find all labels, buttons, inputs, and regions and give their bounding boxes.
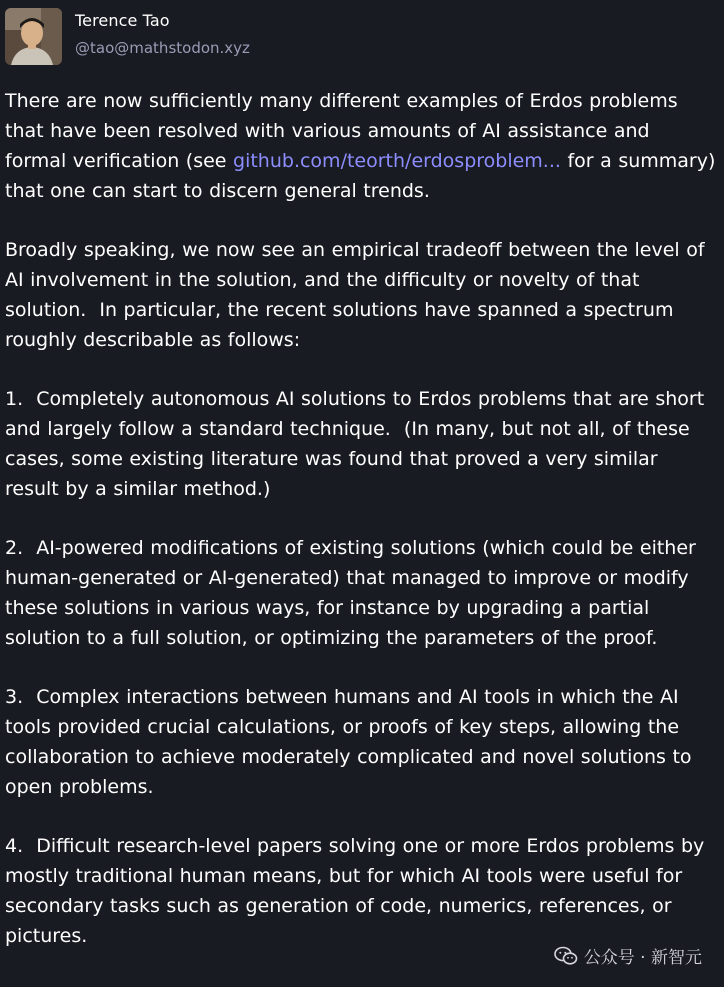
author-display-name[interactable]: Terence Tao — [75, 11, 170, 30]
watermark — [554, 943, 702, 968]
post-paragraph-6: 4. Difficult research-level papers solving one or more Erdos problems by mostly traditional human means, but for which AI tools were useful for secondary tasks such as generation of code, numerics, references, or pictures. — [5, 835, 711, 947]
post-body — [5, 86, 722, 980]
p1-text-before: There are now sufficiently many different examples of Erdos problems that have been resolved with various amounts of AI assistance and formal verification (see — [5, 90, 685, 172]
author-handle[interactable]: @tao@mathstodon.xyz — [75, 39, 250, 57]
author-info — [75, 8, 250, 58]
post-paragraph-3: 1. Completely autonomous AI solutions to Erdos problems that are short and largely follow a standard technique. (In many, but not all, of these cases, some existing literature was found that proved a very similar result by a similar method.) — [5, 388, 711, 500]
post-paragraph-4: 2. AI-powered modifications of existing solutions (which could be either human-generated or AI-generated) that managed to improve or modify these solutions in various ways, for instance by upgrading a partial solution to a full solution, or optimizing the parameters of the proof. — [5, 537, 703, 649]
p1-text-after: for a summary) that one can start to discern general trends. — [5, 150, 722, 202]
post-paragraph-2: Broadly speaking, we now see an empirical tradeoff between the level of AI involvement in the solution, and the difficulty or novelty of that solution. In particular, the recent solutions have spanned a spectrum roughly describable as follows: — [5, 239, 712, 351]
watermark-text: 公众号 · 新智元 — [583, 948, 702, 968]
post-paragraph-1 — [5, 86, 722, 206]
post-paragraph-5: 3. Complex interactions between humans and AI tools in which the AI tools provided crucial calculations, or proofs of key steps, allowing the collaboration to achieve moderately complicated and novel solutions to open problems. — [5, 686, 699, 798]
wechat-icon — [554, 946, 578, 966]
profile-photo-icon — [5, 8, 62, 65]
avatar[interactable] — [5, 8, 62, 65]
post-header — [5, 8, 250, 68]
github-summary-link[interactable]: github.com/teorth/erdosproblem... — [233, 150, 561, 172]
